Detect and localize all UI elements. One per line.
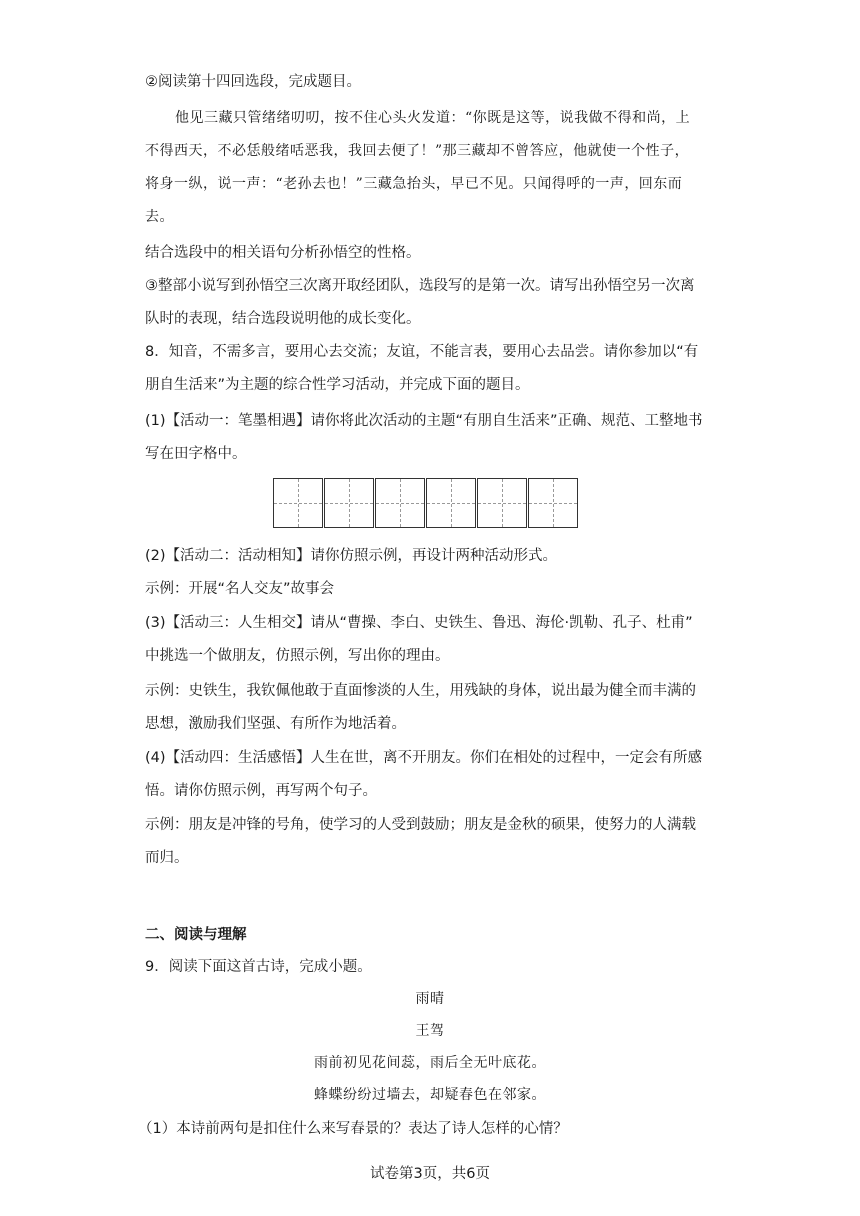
activity1-line: 写在田字格中。 <box>145 446 247 462</box>
activity3-example: 思想，激励我们坚强、有所作为地活着。 <box>145 716 406 732</box>
poem-author: 王驾 <box>415 1023 445 1039</box>
activity3-example: 示例：史铁生，我钦佩他敢于直面惨淡的人生，用残缺的身体，说出最为健全而丰满的 <box>145 683 696 699</box>
section-heading: 二、阅读与理解 <box>145 927 247 943</box>
tianzige-grid <box>273 478 579 528</box>
activity4-line: (4)【活动四：生活感悟】人生在世，离不开朋友。你们在相处的过程中，一定会有所感 <box>145 750 703 766</box>
q7-part3-line: ③整部小说写到孙悟空三次离开取经团队，选段写的是第一次。请写出孙悟空另一次离 <box>145 278 695 294</box>
q7-part3-line: 队时的表现，结合选段说明他的成长变化。 <box>145 311 421 327</box>
passage-line: 去。 <box>145 209 174 225</box>
activity1-line: (1)【活动一：笔墨相遇】请你将此次活动的主题“有朋自生活来”正确、规范、工整地书 <box>145 413 703 429</box>
q7-part2-question: 结合选段中的相关语句分析孙悟空的性格。 <box>145 245 421 261</box>
activity3-line: 中挑选一个做朋友，仿照示例，写出你的理由。 <box>145 648 450 664</box>
tianzige-cell[interactable] <box>528 478 578 528</box>
tianzige-cell[interactable] <box>477 478 527 528</box>
tianzige-cell[interactable] <box>375 478 425 528</box>
q8-intro-line: 8．知音，不需多言，要用心去交流；友谊，不能言表，要用心去品尝。请你参加以“有 <box>145 344 699 360</box>
activity4-line: 悟。请你仿照示例，再写两个句子。 <box>145 783 377 799</box>
activity2-line: (2)【活动二：活动相知】请你仿照示例，再设计两种活动形式。 <box>145 548 558 564</box>
passage-line: 将身一纵，说一声：“老孙去也！”三藏急抬头，早已不见。只闻得呼的一声，回东而 <box>145 176 683 192</box>
passage-line: 他见三藏只管绪绪叨叨，按不住心头火发道：“你既是这等，说我做不得和尚，上 <box>175 110 691 126</box>
passage-line: 不得西天，不必恁般绪咶恶我，我回去便了！”那三藏却不曾答应，他就使一个性子， <box>145 143 690 159</box>
activity2-example: 示例：开展“名人交友”故事会 <box>145 581 335 597</box>
tianzige-cell[interactable] <box>426 478 476 528</box>
tianzige-cell[interactable] <box>273 478 323 528</box>
poem-line: 雨前初见花间蕊，雨后全无叶底花。 <box>314 1055 546 1071</box>
tianzige-cell[interactable] <box>324 478 374 528</box>
q7-part2-title: ②阅读第十四回选段，完成题目。 <box>145 74 361 90</box>
q9-subquestion-1: （1）本诗前两句是扣住什么来写春景的？表达了诗人怎样的心情？ <box>138 1121 568 1137</box>
poem-line: 蜂蝶纷纷过墙去，却疑春色在邻家。 <box>314 1087 546 1103</box>
activity4-example: 示例：朋友是冲锋的号角，使学习的人受到鼓励；朋友是金秋的硕果，使努力的人满载 <box>145 817 696 833</box>
q8-intro-line: 朋自生活来”为主题的综合性学习活动，并完成下面的题目。 <box>145 377 530 393</box>
activity4-example: 而归。 <box>145 850 189 866</box>
poem-title: 雨晴 <box>415 991 445 1007</box>
q9-intro: 9．阅读下面这首古诗，完成小题。 <box>145 959 372 975</box>
activity3-line: (3)【活动三：人生相交】请从“曹操、李白、史铁生、鲁迅、海伦·凯勒、孔子、杜甫” <box>145 615 693 631</box>
page-footer: 试卷第3页，共6页 <box>370 1166 490 1182</box>
